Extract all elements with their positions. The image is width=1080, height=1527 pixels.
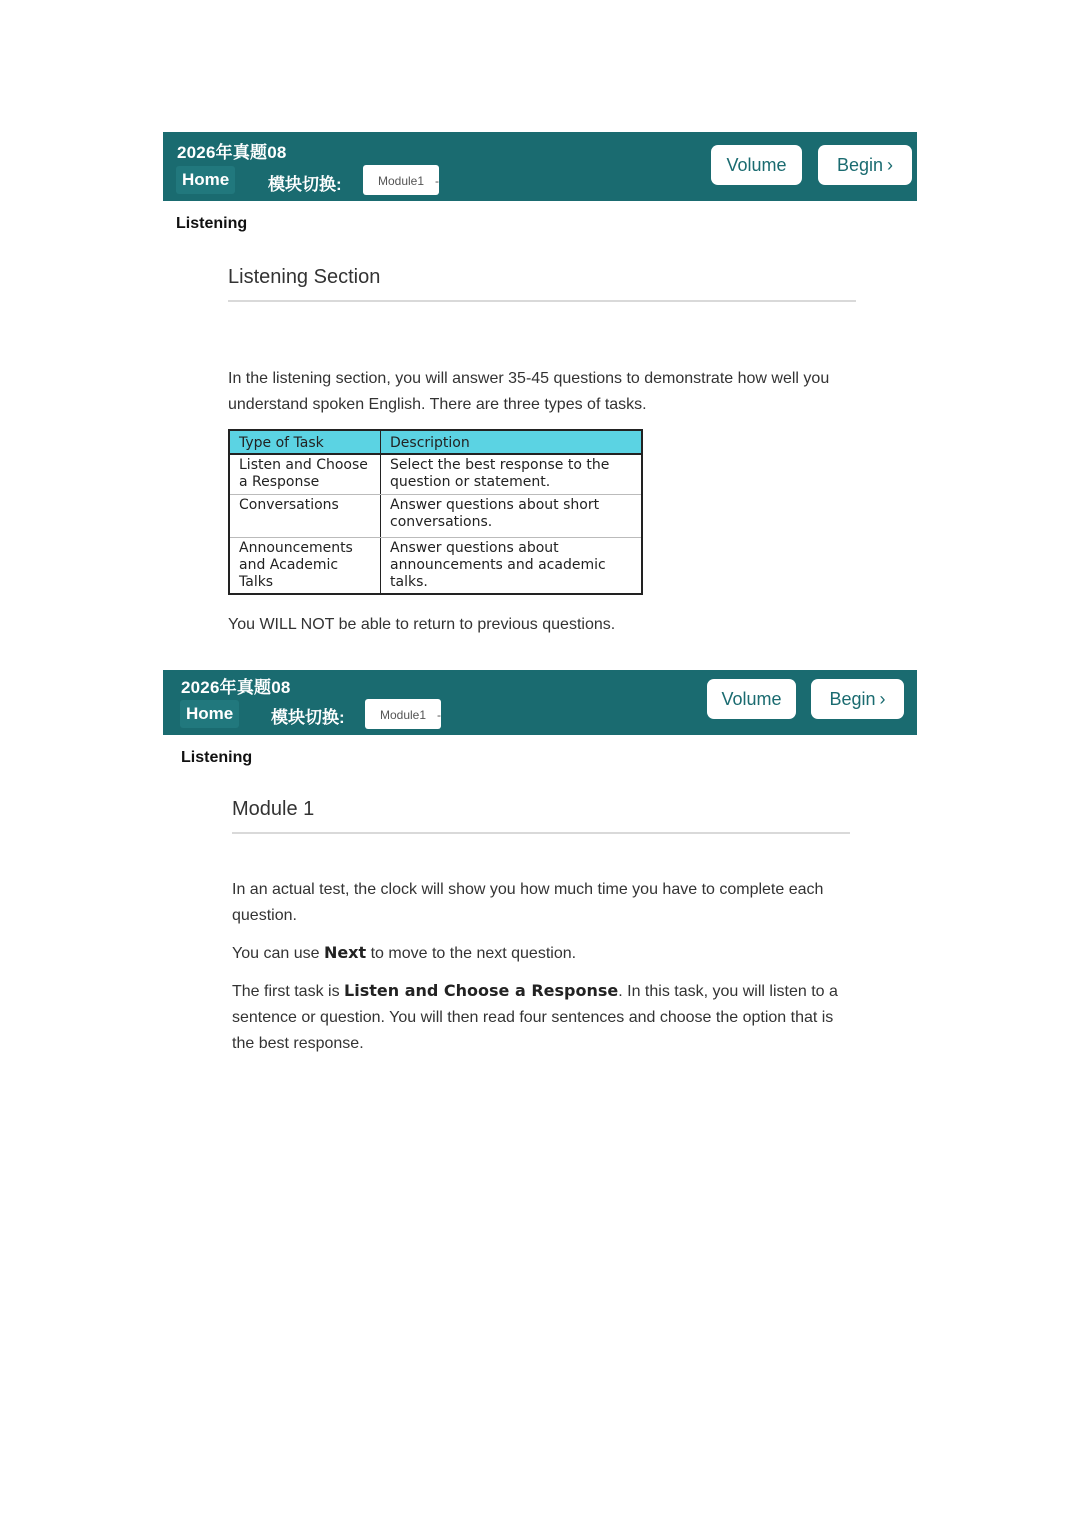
home-button[interactable]: Home bbox=[180, 700, 239, 728]
chevron-right-icon: › bbox=[879, 689, 886, 709]
top-bar bbox=[163, 670, 917, 735]
table-cell-description: Select the best response to the question or statement. bbox=[381, 454, 643, 495]
content-area bbox=[228, 266, 856, 638]
text-part: . In this task, you will listen to a sentence or question. You will then read four sentences and choose the option that is the best response. bbox=[232, 983, 838, 1052]
top-bar bbox=[163, 132, 917, 201]
page-title: Listening Section bbox=[228, 266, 856, 302]
table-header-row bbox=[229, 430, 642, 454]
task-name-emphasis: Listen and Choose a Response bbox=[344, 981, 619, 1000]
table-cell-type: Listen and Choose a Response bbox=[229, 454, 381, 495]
volume-button[interactable] bbox=[707, 679, 796, 719]
chevron-right-icon: › bbox=[887, 155, 894, 175]
volume-button[interactable] bbox=[711, 145, 802, 185]
text-part: to move to the next question. bbox=[366, 945, 577, 962]
table-header-description: Description bbox=[381, 430, 643, 454]
text-part: The first task is bbox=[232, 983, 345, 1000]
table-header-type: Type of Task bbox=[229, 430, 381, 454]
page-title: Module 1 bbox=[232, 798, 850, 834]
volume-button-label: Volume bbox=[721, 689, 782, 709]
module-select[interactable] bbox=[363, 165, 439, 195]
table-row bbox=[229, 495, 642, 538]
module-select[interactable] bbox=[365, 699, 441, 729]
begin-button[interactable] bbox=[811, 679, 904, 719]
begin-button[interactable] bbox=[818, 145, 912, 185]
first-task-text bbox=[232, 978, 850, 1057]
text-part: You can use bbox=[232, 945, 324, 962]
module-select-value: Module1 bbox=[378, 174, 425, 188]
table-cell-description: Answer questions about announcements and academic talks. bbox=[381, 538, 643, 595]
module-select-value: Module1 bbox=[380, 708, 427, 722]
intro-text: In the listening section, you will answer 35-45 questions to demonstrate how well you understand spoken English. There are three types of tasks. bbox=[228, 370, 830, 413]
begin-button-label: Begin bbox=[829, 689, 876, 709]
table-cell-type: Announcements and Academic Talks bbox=[229, 538, 381, 595]
table-row bbox=[229, 538, 642, 595]
begin-button-label: Begin bbox=[836, 155, 884, 175]
table-row bbox=[229, 454, 642, 495]
content-area bbox=[232, 798, 850, 1057]
dropdown-caret-icon: - bbox=[435, 174, 439, 188]
section-name: Listening bbox=[176, 215, 248, 232]
table-cell-description: Answer questions about short conversations. bbox=[381, 495, 643, 538]
volume-button-label: Volume bbox=[726, 155, 787, 175]
screen-listening-section bbox=[163, 132, 917, 633]
section-name: Listening bbox=[181, 749, 253, 766]
warning-text: You WILL NOT be able to return to previous questions. bbox=[228, 616, 616, 633]
table-cell-type: Conversations bbox=[229, 495, 381, 538]
module-switch-label: 模块切换: bbox=[271, 708, 345, 727]
next-instruction-text bbox=[232, 940, 850, 967]
screen-module-1 bbox=[163, 670, 917, 1052]
clock-text: In an actual test, the clock will show you how much time you have to complete each question. bbox=[232, 881, 824, 924]
home-button[interactable]: Home bbox=[176, 166, 235, 194]
exam-title: 2026年真题08 bbox=[177, 143, 287, 162]
next-emphasis: Next bbox=[323, 943, 367, 962]
module-switch-label: 模块切换: bbox=[268, 175, 342, 194]
dropdown-caret-icon: - bbox=[437, 708, 441, 722]
exam-title: 2026年真题08 bbox=[181, 678, 291, 697]
task-types-table bbox=[228, 429, 643, 595]
